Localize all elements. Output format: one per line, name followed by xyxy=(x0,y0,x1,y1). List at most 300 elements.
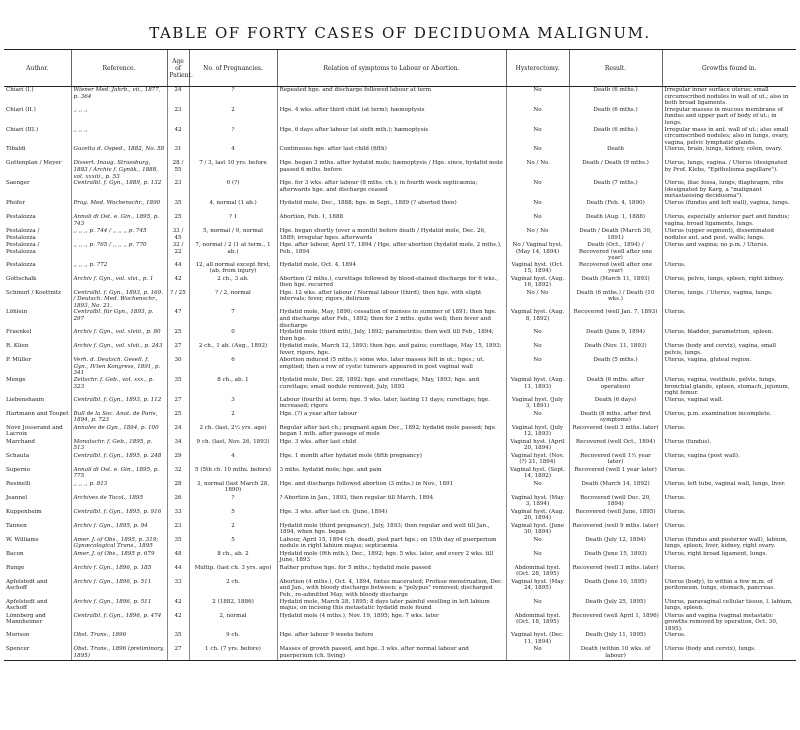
case-result: Death (Feb. 4, 1890) xyxy=(569,200,662,214)
case-reference: Centralbl. für Gyn., 1893, p. 297 xyxy=(71,309,167,329)
case-hysterectomy: No xyxy=(506,551,569,565)
case-author: Jeannel xyxy=(6,494,28,501)
case-age: 29 xyxy=(167,453,189,467)
case-relation: Hge. 3 wks. after last child xyxy=(277,439,506,453)
case-growths: Uterus (fundus). xyxy=(662,439,796,453)
case-pregnancies: 2 (1882, 1886) xyxy=(189,599,277,613)
table-row xyxy=(4,357,796,377)
case-result: Death / Death (9 mths.) xyxy=(569,160,662,180)
table-row xyxy=(4,439,796,453)
table-row xyxy=(4,613,796,633)
case-growths: Uterus, lungs. / Uterus, vagina, lungs. xyxy=(662,290,796,310)
case-pregnancies: 2 xyxy=(189,411,277,425)
case-age: 42 xyxy=(167,276,189,290)
table-row xyxy=(4,509,796,523)
case-age: 23 xyxy=(167,107,189,127)
case-growths: Irregular mass in ant. wall of ut.; also small circumscribed nodules; also in lungs, ovary, vagina, pelvic lymphatic glands. xyxy=(662,127,796,147)
table-row xyxy=(4,377,796,397)
case-age: 25 xyxy=(167,411,189,425)
case-hysterectomy: No / Vaginal hyst. (May 14, 1894) xyxy=(506,242,569,262)
table-row xyxy=(4,160,796,180)
header-hysterectomy: Hysterectomy. xyxy=(506,50,569,87)
case-growths: Uterus and vagina (vaginal metastatic growths removed by operation, Oct. 30, 1895). xyxy=(662,613,796,633)
case-pregnancies: 8 ch., ab. 1 xyxy=(189,377,277,397)
case-hysterectomy: Vaginal hyst. (June 30, 1894) xyxy=(506,523,569,537)
case-author: Fraenkel xyxy=(6,329,32,336)
case-growths: Uterus. xyxy=(662,467,796,481)
case-pregnancies: 7 / 3, last 10 yrs. before xyxy=(189,160,277,180)
case-reference: ,, ,, ,, p. 744 / ,, ,, ,, p. 745 xyxy=(71,228,167,242)
case-relation: Continuous hge. after last child (fifth) xyxy=(277,146,506,160)
case-growths: Uterus (body and cervix), lungs. xyxy=(662,646,796,660)
case-hysterectomy: No xyxy=(506,537,569,551)
case-reference: Archiv f. Gyn., 1895, p. 94 xyxy=(71,523,167,537)
cases-table xyxy=(4,49,796,661)
case-hysterectomy: No / No xyxy=(506,160,569,180)
case-pregnancies: ? / 2, normal xyxy=(189,290,277,310)
case-reference: Archiv f. Gyn., vol. xlvii., p. 243 xyxy=(71,343,167,357)
table-row xyxy=(4,481,796,495)
case-author: Bacon xyxy=(6,550,24,557)
case-pregnancies: 12, all normal except first, (ab. from injury) xyxy=(189,262,277,276)
case-result: Death (6 mths.) / Death (10 wks.) xyxy=(569,290,662,310)
case-growths: Uterus, vagina (post wall). xyxy=(662,453,796,467)
case-relation: Abortion, Feb. 1, 1888 xyxy=(277,214,506,228)
table-row xyxy=(4,467,796,481)
case-relation: ? Abortion in Jan., 1893, then regular till March, 1894 xyxy=(277,495,506,509)
case-growths: Uterus. xyxy=(662,309,796,329)
case-relation: Abortion (4 mths.), Oct. 4, 1894, fœtus macerated; Profuse menstruation, Dec. and Jan., with bloody discharge between; a "polypus" removed; discharged Feb., re-admitted May, with bloody discharge xyxy=(277,579,506,599)
case-hysterectomy: Vaginal hyst. (Sept. 14, 1892) xyxy=(506,467,569,481)
header-relation: Relation of symptoms to Labour or Abortion. xyxy=(277,50,506,87)
table-row xyxy=(4,214,796,228)
case-relation: Hge. and discharge followed abortion (3 mths.) in Nov., 1891 xyxy=(277,481,506,495)
table-row xyxy=(4,228,796,242)
case-reference: Centralbl. f. Gyn., 1893, p. 112 xyxy=(71,397,167,411)
case-age: 34 xyxy=(167,439,189,453)
case-result: Death (Aug. 1, 1888) xyxy=(569,214,662,228)
case-relation: Hydatid mole, Dec. 28, 1892; hge. and curettage, May, 1893; hge. and curettage; small nodule removed, July, 1893 xyxy=(277,377,506,397)
case-reference: ,, ,, ,, p. 772 xyxy=(71,262,167,276)
case-author: Apfelstedt and Aschoff xyxy=(6,578,48,592)
case-age: 32 / 22 xyxy=(167,242,189,262)
table-row xyxy=(4,551,796,565)
case-author: Hartmann and Toupet xyxy=(6,410,69,417)
case-reference: Verh. d. Deutsch. Gesell. f. Gyn., IVten Kongress, 1891, p. 341 xyxy=(71,357,167,377)
case-hysterectomy: Vaginal hyst. (Oct. 15, 1894) xyxy=(506,262,569,276)
case-age: 44 xyxy=(167,262,189,276)
case-result: Death (July 12, 1894) xyxy=(569,537,662,551)
case-hysterectomy: Vaginal hyst. (July 12, 1893) xyxy=(506,425,569,439)
case-reference: Archiv f. Gyn., 1896, p. 185 xyxy=(71,565,167,579)
case-result: Recovered (well April 1, 1896) xyxy=(569,613,662,633)
case-growths: Uterus. xyxy=(662,262,796,276)
case-author: Menge xyxy=(6,377,26,384)
case-author: Tannen xyxy=(6,522,27,529)
case-hysterectomy: No xyxy=(506,214,569,228)
case-pregnancies: 7 xyxy=(189,309,277,329)
case-hysterectomy: No xyxy=(506,481,569,495)
table-row xyxy=(4,425,796,439)
case-relation: 3 mths. hydatid mole; hge. and pain xyxy=(277,467,506,481)
case-author: Guttenplan / Meyer xyxy=(6,160,62,167)
case-pregnancies: 0 (?) xyxy=(189,180,277,200)
case-reference: ,, ,, ,, p. 765 / ,, ,, ,, p. 770 xyxy=(71,242,167,262)
case-author: Saenger xyxy=(6,180,30,187)
case-age: 24 xyxy=(167,425,189,439)
table-row xyxy=(4,646,796,660)
header-pregnancies: No. of Pregnancies. xyxy=(189,50,277,87)
case-result: Death (March 11, 1893) xyxy=(569,276,662,290)
case-hysterectomy: No / No xyxy=(506,290,569,310)
table-row xyxy=(4,343,796,357)
table-row xyxy=(4,127,796,147)
case-author: Spencer xyxy=(4,646,71,660)
case-hysterectomy: No xyxy=(506,127,569,147)
case-growths: Uterus (body), to within a few m.m. of peritoneum, lungs, stomach, pancreas. xyxy=(662,579,796,599)
case-relation: Regular after last ch.; pregnant again Dec., 1892; hydatid mole passed; hge. began 1 mth. after passage of mole xyxy=(277,425,506,439)
case-growths: Uterus. xyxy=(662,425,796,439)
case-pregnancies: 8 ch., ab. 2 xyxy=(189,551,277,565)
table-row xyxy=(4,107,796,127)
case-reference: Bull de la Soc. Anat. de Paris, 1894, p. 723 xyxy=(71,411,167,425)
case-pregnancies: Multip. (last ch. 3 yrs. ago) xyxy=(189,565,277,579)
case-reference: Dissert. Inaug. Strassburg, 1883 / Archiv f. Gynäk., 1888, vol. xxxiii., p. 53 xyxy=(71,160,167,180)
case-pregnancies: ? xyxy=(189,87,277,107)
table-row xyxy=(4,200,796,214)
case-hysterectomy: Vaginal hyst. (July 3, 1891) xyxy=(506,397,569,411)
case-pregnancies: 6 xyxy=(189,357,277,377)
case-hysterectomy: Vaginal hyst. (Aug. 20, 1894) xyxy=(506,509,569,523)
case-hysterectomy: No xyxy=(506,329,569,343)
case-relation: Rather profuse hge. for 5 mths.; hydatid mole passed xyxy=(277,565,506,579)
case-hysterectomy: No xyxy=(506,146,569,160)
case-pregnancies: 1 ch. (7 yrs. before) xyxy=(189,646,277,660)
case-age: 35 xyxy=(167,200,189,214)
case-reference: ,, ,, ,, p. 813 xyxy=(71,481,167,495)
case-growths: Uterus. xyxy=(662,495,796,509)
case-result: Death (June 15, 1893) xyxy=(569,551,662,565)
case-result: Death (6 mths. after operation) xyxy=(569,377,662,397)
case-age: 30 xyxy=(167,357,189,377)
case-pregnancies: 2 xyxy=(189,107,277,127)
case-author: Löhlein xyxy=(6,309,28,316)
table-row xyxy=(4,453,796,467)
case-pregnancies: 4, normal (1 ab.) xyxy=(189,200,277,214)
case-hysterectomy: No / No xyxy=(506,228,569,242)
case-growths: Uterus. xyxy=(662,523,796,537)
case-reference: Obst. Trans., 1896 (preliminary, 1895) xyxy=(71,646,167,660)
case-author: R. Klien xyxy=(6,343,29,350)
case-author: Liebenshaum xyxy=(6,396,45,403)
case-pregnancies: 0 xyxy=(189,329,277,343)
case-hysterectomy: No xyxy=(506,180,569,200)
table-row xyxy=(4,537,796,551)
case-author: Kuppenheim xyxy=(6,508,42,515)
case-age: ? / 25 xyxy=(167,290,189,310)
case-result: Death (8 mths. after first symptoms) xyxy=(569,411,662,425)
case-hysterectomy: No xyxy=(506,411,569,425)
case-reference: Amer. J. of Obs., 1895, p. 319; Gynæcological Trans., 1895 xyxy=(71,537,167,551)
case-hysterectomy: No xyxy=(506,87,569,107)
case-age: 32 xyxy=(167,467,189,481)
case-age: 42 xyxy=(167,127,189,147)
case-pregnancies: 5 xyxy=(189,509,277,523)
case-pregnancies: 4 xyxy=(189,146,277,160)
case-relation: Hge. after labour 9 weeks before xyxy=(277,632,506,646)
case-age: 27 xyxy=(167,343,189,357)
case-reference: ,, ,, ,, xyxy=(71,107,167,127)
case-result: Death (March 14, 1892) xyxy=(569,481,662,495)
header-reference: Reference. xyxy=(71,50,167,87)
case-result: Recovered (well 1½ year later) xyxy=(569,453,662,467)
case-relation: Hge. 4 wks. after third child (at term); hæmoptysis xyxy=(277,107,506,127)
table-row xyxy=(4,329,796,343)
table-row xyxy=(4,262,796,276)
case-hysterectomy: No xyxy=(506,599,569,613)
case-growths: Uterus, pelvis, lungs, spleen, right kidney. xyxy=(662,276,796,290)
case-age: 48 xyxy=(167,551,189,565)
case-hysterectomy: No xyxy=(506,646,569,660)
case-result: Death (Oct., 1894) / Recovered (well after one year) xyxy=(569,242,662,262)
case-relation: Hge. began shortly (over a month) before death / Hydatid mole, Dec. 26, 1889; irregular hges. afterwards xyxy=(277,228,506,242)
case-age: 31 xyxy=(167,146,189,160)
case-result: Death (June 10, 1895) xyxy=(569,579,662,599)
case-result: Death / Death (March 30, 1891) xyxy=(569,228,662,242)
case-author: Superno xyxy=(6,466,30,473)
case-result: Death (June 9, 1894) xyxy=(569,329,662,343)
case-pregnancies: 2 xyxy=(189,523,277,537)
table-row xyxy=(4,411,796,425)
case-result: Death (6 mths.) xyxy=(569,87,662,107)
case-author: W. Williams xyxy=(6,536,39,543)
table-row xyxy=(4,146,796,160)
case-growths: Uterus, vagina, gluteal region. xyxy=(662,357,796,377)
case-result: Death (within 10 wks. of labour) xyxy=(569,646,662,660)
case-reference: Amer. J. of Obs., 1895 p. 679 xyxy=(71,551,167,565)
table-row xyxy=(4,397,796,411)
case-relation: Hydatid mole (third mth), July, 1892; parametritis; then well till Feb., 1894; then hge. xyxy=(277,329,506,343)
case-age: 23 xyxy=(167,523,189,537)
case-author: Runge xyxy=(6,564,25,571)
case-age: 33 xyxy=(167,509,189,523)
table-row xyxy=(4,599,796,613)
header-row xyxy=(4,50,796,87)
case-result: Recovered (well June, 1895) xyxy=(569,509,662,523)
case-age: 28 xyxy=(167,481,189,495)
case-hysterectomy: Vaginal hyst. (Dec. 11, 1894) xyxy=(506,632,569,646)
case-age: 28 / 55 xyxy=(167,160,189,180)
case-age: 33 xyxy=(167,579,189,599)
case-growths: Uterus, p.m. examination incomplete. xyxy=(662,411,796,425)
case-reference: Gazetta d. Osped., 1882, No. 58 xyxy=(71,146,167,160)
case-relation: Hge. for 3 wks. after labour (8 mths. ch.); in fourth week septicæmia; afterwards hge. and discharge ceased xyxy=(277,180,506,200)
case-hysterectomy: Vaginal hyst. (May 3, 1894) xyxy=(506,495,569,509)
case-hysterectomy: Abdominal hyst. (Oct. 28, 1895) xyxy=(506,565,569,579)
case-reference: Monatschr. f. Geb., 1895, p. 513 xyxy=(71,439,167,453)
table-row xyxy=(4,87,796,107)
case-age: 24 xyxy=(167,87,189,107)
case-pregnancies: ? 1 xyxy=(189,214,277,228)
case-growths: Irregular masses in mucous membrane of fundus and upper part of body of ut.; in lungs. xyxy=(662,107,796,127)
case-result: Death (July 11, 1895) xyxy=(569,632,662,646)
table-row xyxy=(4,290,796,310)
case-pregnancies: 9 ch. (last, Nov. 26, 1893) xyxy=(189,439,277,453)
case-growths: Uterus, brain, lungs, kidney, colon, ovary. xyxy=(662,146,796,160)
case-growths: Uterus. xyxy=(662,509,796,523)
case-result: Death xyxy=(569,146,662,160)
case-reference: Obst. Trans., 1896 xyxy=(71,632,167,646)
case-reference: Archiv f. Gyn., vol. xlviii., p. 80 xyxy=(71,329,167,343)
case-pregnancies: ? xyxy=(189,127,277,147)
case-growths: Uterus, right broad ligament, lungs. xyxy=(662,551,796,565)
case-relation: Labour (fourth) at term; hge. 5 wks. later, lasting 11 days; curettage; hge. increased; rigors xyxy=(277,397,506,411)
table-row xyxy=(4,523,796,537)
case-author: Chiari (II.) xyxy=(6,106,36,113)
case-age: 42 xyxy=(167,613,189,633)
case-relation: Hge. 1 month after hydatid mole (fifth pregnancy) xyxy=(277,453,506,467)
case-growths: Uterus, left tube, vaginal wall, lungs, liver. xyxy=(662,481,796,495)
case-reference: Archives de Tocol., 1895 xyxy=(71,495,167,509)
case-growths: Irregular inner surface uterus; small circumscribed nodules in wall of ut.; also in both broad ligaments. xyxy=(662,87,796,107)
case-age: 47 xyxy=(167,309,189,329)
case-result: Recovered (well Jan. 7, 1893) xyxy=(569,309,662,329)
header-growths: Growths found in. xyxy=(662,50,796,87)
case-relation: Masses of growth passed, and hge. 3 wks. after normal labour and puerperium (ch. living) xyxy=(277,646,506,660)
case-author: Lönnberg and Mannheimer xyxy=(6,612,46,626)
case-hysterectomy: Vaginal hyst. (Aug. 11, 1893) xyxy=(506,377,569,397)
header-author: Author. xyxy=(4,50,71,87)
case-growths: Uterus, especially anterior part and fundus; vagina, broad ligaments, lungs. xyxy=(662,214,796,228)
case-age: 44 xyxy=(167,565,189,579)
case-age: 35 xyxy=(167,632,189,646)
case-pregnancies: 9 ch. xyxy=(189,632,277,646)
case-growths: Uterus (body and cervix), vagina, small pelvis, lungs. xyxy=(662,343,796,357)
table-row xyxy=(4,579,796,599)
case-result: Recovered (well after one year) xyxy=(569,262,662,276)
case-reference: Annali di Ost. e. Gin., 1895, p. 775 xyxy=(71,467,167,481)
case-relation: Hydatid mole, Oct. 4, 1894 xyxy=(277,262,506,276)
case-pregnancies: 2, normal xyxy=(189,613,277,633)
case-age: 27 xyxy=(167,397,189,411)
case-author: Schmorl / Koettnitz xyxy=(6,289,61,296)
table-row xyxy=(4,632,796,646)
case-author: Tibaldi xyxy=(6,146,26,153)
case-author: Pestalozza / Pestalozza xyxy=(6,227,40,241)
case-reference: Zeitschr. f. Geb., vol. xxx., p. 323 xyxy=(71,377,167,397)
case-hysterectomy: No xyxy=(506,343,569,357)
case-hysterectomy: Vaginal hyst. (April 20, 1894) xyxy=(506,439,569,453)
case-reference: Archiv f. Gyn., 1896, p. 511 xyxy=(71,579,167,599)
table-row xyxy=(4,495,796,509)
case-author: Chiari (III.) xyxy=(6,126,39,133)
case-relation: Hydatid mole (9th mth.), Dec., 1892; hge. 5 wks. later, and every 2 wks. till June, 1893 xyxy=(277,551,506,565)
case-hysterectomy: No xyxy=(506,357,569,377)
case-age: 25 xyxy=(167,214,189,228)
case-growths: Uterus, paravaginal cellular tissue, l. labium, lungs, spleen. xyxy=(662,599,796,613)
case-growths: Uterus, bladder, parametrium, spleen. xyxy=(662,329,796,343)
case-pregnancies: 5 (5th ch. 10 mths. before) xyxy=(189,467,277,481)
case-reference: Centralbl. f. Gyn., 1896, p. 474 xyxy=(71,613,167,633)
table-row xyxy=(4,309,796,329)
case-hysterectomy: Vaginal hyst. (May 24, 1895) xyxy=(506,579,569,599)
case-author: Pestalozza / Pestalozza xyxy=(6,241,40,255)
case-pregnancies: ? xyxy=(189,495,277,509)
case-growths: Uterus (fundus and left wall), vagina, lungs. xyxy=(662,200,796,214)
case-reference: Annali di Ost. e. Gin., 1895, p. 743 xyxy=(71,214,167,228)
case-relation: Abortion (2 mths.), curettage followed by blood-stained discharge for 6 wks., then hge. recurred xyxy=(277,276,506,290)
case-reference: Archiv f. Gyn., 1896, p. 511 xyxy=(71,599,167,613)
case-age: 27 xyxy=(167,646,189,660)
header-age: Age of Patient. xyxy=(167,50,189,87)
case-author: Apfelstedt and Aschoff xyxy=(6,598,48,612)
case-reference: Prag. Med. Wochenschr., 1890 xyxy=(71,200,167,214)
table-row xyxy=(4,242,796,262)
case-relation: Repeated hge. and discharge followed labour at term xyxy=(277,87,506,107)
table-body xyxy=(4,87,796,661)
case-pregnancies: 2 ch., 3 ab. xyxy=(189,276,277,290)
case-pregnancies: 2 ch. (last, 2½ yrs. ago) xyxy=(189,425,277,439)
case-result: Recovered (well 3 mths. later) xyxy=(569,425,662,439)
case-author: Morison xyxy=(6,632,30,639)
case-relation: Hydatid mole (4 mths.), Nov. 19, 1895; hge. 7 wks. later xyxy=(277,613,506,633)
case-growths: Uterus, iliac fossa, lungs, diaphragm, ribs (designated by Karg, a "malignant metastasising deciduoma"). xyxy=(662,180,796,200)
case-result: Death (6 mths.) xyxy=(569,107,662,127)
case-result: Recovered (well 3 mths. later) xyxy=(569,565,662,579)
case-author: Pestalozza xyxy=(6,261,36,268)
case-reference: Centralbl. f. Gyn., 1895, p. 916 xyxy=(71,509,167,523)
case-hysterectomy: No xyxy=(506,107,569,127)
case-author: Marchand xyxy=(6,438,35,445)
case-result: Death (July 25, 1895) xyxy=(569,599,662,613)
case-result: Recovered (well 9 mths. later) xyxy=(569,523,662,537)
table-row xyxy=(4,276,796,290)
case-pregnancies: 5, normal / 0, normal xyxy=(189,228,277,242)
case-author: Chiari (I.) xyxy=(6,87,34,93)
case-hysterectomy: Abdominal hyst. (Oct. 18, 1895) xyxy=(506,613,569,633)
case-author: P. Müller xyxy=(6,357,32,364)
case-result: Death (7 mths.) xyxy=(569,180,662,200)
case-author: Nové Josserand and Lacroix xyxy=(6,424,63,438)
case-result: Recovered (well Dec. 20, 1894) xyxy=(569,495,662,509)
case-relation: Hge. began 3 mths. after hydatid mole; hæmoptysis / Hge. since, hydatid mole passed 6 mths. before xyxy=(277,160,506,180)
case-relation: Hydatid mole, March 28, 1895; 8 days later painful swelling in left labium majus; on incising this metastatic hydatid mole found xyxy=(277,599,506,613)
case-growths: Uterus, lungs, vagina. / Uterus (designated by Prof. Klebs, "Epithelioma papillare"). xyxy=(662,160,796,180)
case-hysterectomy: Vaginal hyst. (Aug. 8, 1892) xyxy=(506,309,569,329)
case-author: Pestalozza xyxy=(6,213,36,220)
case-age: 35 xyxy=(167,537,189,551)
case-hysterectomy: No xyxy=(506,200,569,214)
case-growths: Uterus (fundus and posterior wall), labium, lungs, spleen, liver, kidney, right ovary. xyxy=(662,537,796,551)
case-relation: Abortion induced (5 mths.); some wks. later masses felt in ut.; hges.; ut. emptied; then a row of cystic tumours appeared in post vaginal wall xyxy=(277,357,506,377)
case-hysterectomy: Vaginal hyst. (Aug. 16, 1892) xyxy=(506,276,569,290)
case-result: Death (Nov. 11, 1893) xyxy=(569,343,662,357)
case-relation: Hydatid mole, March 12, 1893; then hge. and pains; curettage, May 15, 1893; fever, rigors, hge. xyxy=(277,343,506,357)
table-title: TABLE OF FORTY CASES OF DECIDUOMA MALIGNUM. xyxy=(149,24,651,42)
case-relation: Hydatid mole (third pregnancy), July, 1893; then regular and well till Jan., 1894, when hge. began xyxy=(277,523,506,537)
case-pregnancies: 5 xyxy=(189,537,277,551)
case-growths: Uterus, vagina, vestibule, pelvis, lungs, bronchial glands, spleen, stomach, jejunum, right femur. xyxy=(662,377,796,397)
case-author: Pfeifer xyxy=(6,199,25,206)
case-author: Schauta xyxy=(6,452,30,459)
case-author: Gottschalk xyxy=(6,275,37,282)
case-reference: Centralbl. f. Gyn., 1889, p. 132 xyxy=(71,180,167,200)
case-reference: Centralbl. f. Gyn., 1893, p. 169. / Deutsch. Med. Wochenschr., 1893, No. 21. xyxy=(71,290,167,310)
table-row xyxy=(4,180,796,200)
case-age: 35 xyxy=(167,377,189,397)
case-relation: Hge. 12 wks. after labour / Normal labour (third), then hge. with slight intervals; fever, rigors, delirium xyxy=(277,290,506,310)
case-pregnancies: 7, normal / 2 (1 at term., 1 ab.) xyxy=(189,242,277,262)
